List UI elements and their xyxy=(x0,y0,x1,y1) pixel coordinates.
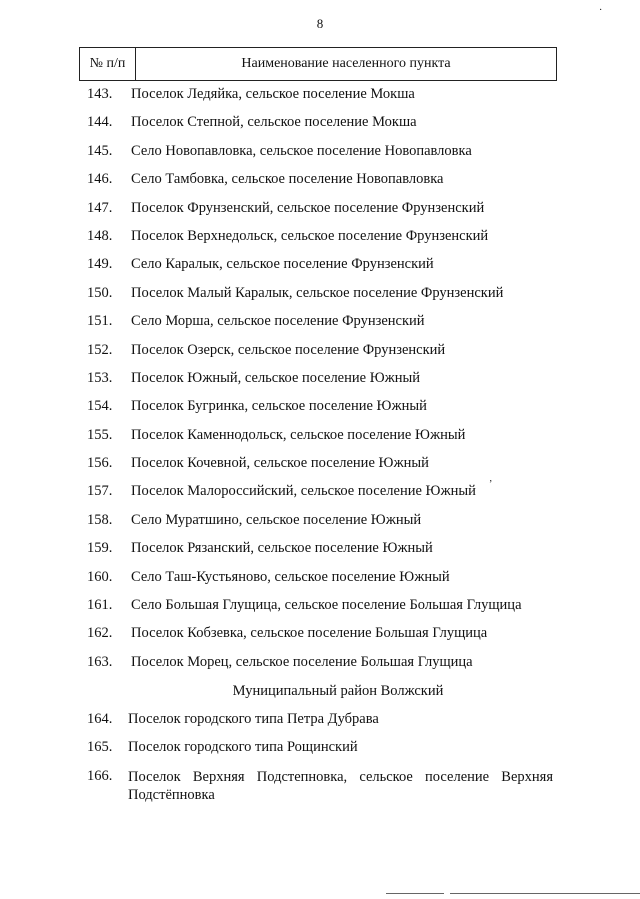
item-text: Село Морша, сельское поселение Фрунзенский xyxy=(131,313,425,330)
item-number: 158. xyxy=(87,511,113,528)
item-text: Поселок Верхняя Подстепновка, сельское поселение Верхняя Подстёпновка xyxy=(128,769,553,804)
item-number: 152. xyxy=(87,341,113,358)
list-item xyxy=(0,337,640,365)
item-number: 154. xyxy=(87,398,113,415)
item-number: 145. xyxy=(87,142,113,159)
item-text: Село Новопавловка, сельское поселение Новопавловка xyxy=(131,142,472,159)
list-item xyxy=(0,195,640,223)
list-item xyxy=(0,166,640,194)
settlement-list xyxy=(0,81,640,822)
list-item xyxy=(0,422,640,450)
list-item xyxy=(0,762,640,822)
item-text: Село Тамбовка, сельское поселение Новопавловка xyxy=(131,171,444,188)
item-number: 160. xyxy=(87,568,113,585)
item-text: Село Большая Глущица, сельское поселение Большая Глущица xyxy=(131,597,522,614)
item-text: Поселок Малороссийский, сельское поселение Южный xyxy=(131,483,476,500)
item-number: 155. xyxy=(87,426,113,443)
list-item xyxy=(0,251,640,279)
item-number: 149. xyxy=(87,256,113,273)
list-item xyxy=(0,592,640,620)
item-number: 165. xyxy=(87,738,113,755)
list-item xyxy=(0,308,640,336)
item-text: Поселок Малый Каралык, сельское поселение Фрунзенский xyxy=(131,284,504,301)
item-text: Поселок Ледяйка, сельское поселение Мокша xyxy=(131,86,415,102)
item-number: 157. xyxy=(87,483,113,500)
header-col-num: № п/п xyxy=(80,48,136,80)
item-number: 148. xyxy=(87,227,113,244)
scan-speck: · xyxy=(599,5,603,16)
list-item xyxy=(0,393,640,421)
item-text: Поселок городского типа Петра Дубрава xyxy=(128,710,379,727)
list-item xyxy=(0,649,640,677)
item-number: 151. xyxy=(87,313,113,330)
header-col-name: Наименование населенного пункта xyxy=(241,56,451,71)
item-text: Поселок Южный, сельское поселение Южный xyxy=(131,369,421,386)
scan-edge-line xyxy=(386,893,444,894)
item-text: Село Муратшино, сельское поселение Южный xyxy=(131,511,422,528)
item-text: Село Каралык, сельское поселение Фрунзенский xyxy=(131,256,434,273)
list-item xyxy=(0,734,640,762)
item-text: Поселок Каменнодольск, сельское поселение Южный xyxy=(131,426,466,443)
item-number: 162. xyxy=(87,625,113,642)
list-item xyxy=(0,564,640,592)
table-header xyxy=(79,47,557,81)
item-number: 164. xyxy=(87,710,113,727)
list-item xyxy=(0,109,640,137)
item-text: Поселок городского типа Рощинский xyxy=(128,738,358,755)
list-item xyxy=(0,507,640,535)
list-item xyxy=(0,223,640,251)
page-number: 8 xyxy=(316,16,324,31)
list-item xyxy=(0,620,640,648)
item-number: 163. xyxy=(87,653,113,670)
item-text: Поселок Степной, сельское поселение Мокша xyxy=(131,114,417,131)
list-item xyxy=(0,138,640,166)
item-text: Поселок Верхнедольск, сельское поселение Фрунзенский xyxy=(131,227,489,244)
list-item xyxy=(0,280,640,308)
item-number: 147. xyxy=(87,199,113,216)
item-text: Поселок Озерск, сельское поселение Фрунзенский xyxy=(131,341,446,358)
list-item xyxy=(0,81,640,109)
item-text: Поселок Фрунзенский, сельское поселение Фрунзенский xyxy=(131,199,485,216)
item-number: 146. xyxy=(87,171,113,188)
list-item xyxy=(0,450,640,478)
scan-edge-line xyxy=(450,893,640,894)
item-number: 150. xyxy=(87,284,113,301)
item-number: 143. xyxy=(87,86,113,102)
list-item xyxy=(0,365,640,393)
item-text: Поселок Кобзевка, сельское поселение Большая Глущица xyxy=(131,625,488,642)
item-text: Село Таш-Кустьяново, сельское поселение Южный xyxy=(131,568,450,585)
list-item xyxy=(0,706,640,734)
scan-speck: ʼ xyxy=(489,479,493,490)
item-text: Поселок Морец, сельское поселение Большая Глущица xyxy=(131,653,473,670)
list-item xyxy=(0,535,640,563)
item-number: 144. xyxy=(87,114,113,131)
item-number: 159. xyxy=(87,540,113,557)
section-title: Муниципальный район Волжский xyxy=(232,683,444,700)
item-number: 153. xyxy=(87,369,113,386)
item-number: 166. xyxy=(87,768,113,785)
item-text: Поселок Кочевной, сельское поселение Южный xyxy=(131,455,429,472)
item-text: Поселок Рязанский, сельское поселение Южный xyxy=(131,540,433,557)
item-number: 156. xyxy=(87,455,113,472)
list-item xyxy=(0,478,640,506)
item-text: Поселок Бугринка, сельское поселение Южный xyxy=(131,398,427,415)
item-number: 161. xyxy=(87,597,113,614)
